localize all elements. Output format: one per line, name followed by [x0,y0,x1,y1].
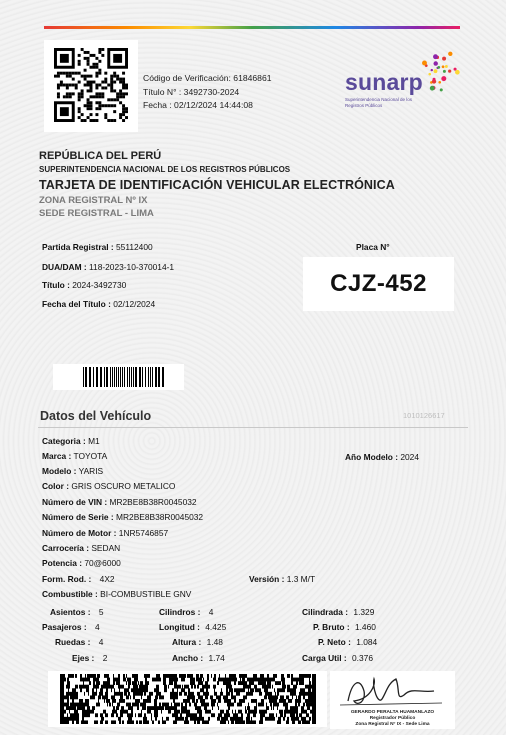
longitud-value: 4.425 [205,622,227,632]
anio-label: Año Modelo : [345,452,399,462]
pdf417-barcode-icon [60,674,316,724]
categoria-label: Categoria : [42,436,86,446]
ruedas-row [55,637,103,647]
marca-label: Marca : [42,451,72,461]
motor-row [42,528,168,538]
combustible-value: BI-COMBUSTIBLE GNV [100,589,192,599]
dua-label: DUA/DAM : [42,262,87,272]
form-row [42,574,115,584]
color-row [42,481,175,491]
pneto-row [318,637,377,647]
office-heading: SEDE REGISTRAL - LIMA [39,208,154,219]
pbruto-value: 1.460 [354,622,376,632]
marca-row [42,451,107,461]
sunarp-logo [340,47,465,117]
potencia-row [42,558,121,568]
anio-row [345,452,419,462]
version-value: 1.3 M/T [286,574,316,584]
pdf417-barcode [48,671,327,727]
carga-value: 0.376 [352,653,373,663]
signer-role: Registrador Público [369,716,416,721]
verification-code: Código de Verificación: 61846861 [143,73,272,83]
vin-row [42,497,197,507]
form-value: 4X2 [99,574,115,584]
logo-wordmark: sunarp [345,69,423,95]
pasajeros-label: Pasajeros : [42,622,87,632]
pneto-label: P. Neto : [318,637,351,647]
pbruto-label: P. Bruto : [313,622,350,632]
plate-number: CJZ-452 [330,270,427,297]
serie-row [42,512,203,522]
carroceria-row [42,543,120,553]
titulo-label: Título : [42,280,70,290]
color-value: GRIS OSCURO METALICO [71,481,176,491]
asientos-row [50,607,104,617]
pasajeros-value: 4 [95,622,100,632]
fecha-row [42,299,155,309]
partida-row [42,242,153,252]
serie-label: Número de Serie : [42,512,114,522]
cilindrada-row [302,607,374,617]
combustible-label: Combustible : [42,589,98,599]
color-stripe [44,26,460,29]
color-label: Color : [42,481,69,491]
ancho-label: Ancho : [172,653,204,663]
motor-value: 1NR5746857 [118,528,169,538]
agency-heading: SUPERINTENDENCIA NACIONAL DE LOS REGISTROS PÚBLICOS [39,165,291,174]
ejes-label: Ejes : [72,653,95,663]
form-label: Form. Rod. : [42,574,92,584]
zone-heading: ZONA REGISTRAL Nº IX [39,195,148,206]
longitud-row [159,622,226,632]
serie-value: MR2BE8B38R0045032 [116,512,204,522]
qr-code [44,40,138,132]
plate-box [303,257,454,311]
longitud-label: Longitud : [159,622,200,632]
combustible-row [42,589,191,599]
small-barcode [53,364,184,390]
altura-value: 1.48 [206,637,223,647]
section-title: Datos del Vehículo [40,409,152,423]
altura-label: Altura : [172,637,202,647]
asientos-label: Asientos : [50,607,91,617]
dua-value: 118-2023-10-370014-1 [89,262,175,272]
carroceria-label: Carrocería : [42,543,90,553]
motor-label: Número de Motor : [42,528,117,538]
titulo-value: 2024-3492730 [72,280,127,290]
fecha-value: 02/12/2024 [113,299,156,309]
modelo-label: Modelo : [42,466,77,476]
document-title: TARJETA DE IDENTIFICACIÓN VEHICULAR ELECTRÓNICA [39,178,395,192]
pasajeros-row [42,622,100,632]
verification-title: Título N° : 3492730-2024 [143,86,240,97]
qr-code-icon [54,48,128,122]
logo-subtitle: Superintendencia Nacional de los Registros Públicos [345,97,413,108]
carga-label: Carga Util : [302,653,347,663]
section-serial: 1010126617 [403,411,445,420]
vin-label: Número de VIN : [42,497,108,507]
altura-row [172,637,223,647]
signature-icon [330,671,455,711]
signer-zone: Zona Registral N° IX - Sede Lima [355,722,430,727]
categoria-value: M1 [88,436,100,446]
verification-date: Fecha : 02/12/2024 14:44:08 [143,100,253,110]
signature-block [330,671,455,729]
version-row [249,574,315,584]
cilindros-label: Cilindros : [159,607,201,617]
vin-value: MR2BE8B38R0045032 [109,497,197,507]
plate-label: Placa N° [356,242,390,252]
ejes-value: 2 [102,653,108,663]
potencia-value: 70@6000 [84,558,121,568]
country-heading: REPÚBLICA DEL PERÚ [39,150,162,162]
carga-row [302,653,373,663]
titulo-row [42,280,126,290]
signer-name: GERARDO PERALTA HUAMANLAZO [350,710,435,715]
barcode-icon [83,367,165,387]
potencia-label: Potencia : [42,558,83,568]
modelo-value: YARIS [78,466,104,476]
cilindrada-value: 1.329 [353,607,375,617]
cilindrada-label: Cilindrada : [302,607,349,617]
ruedas-label: Ruedas : [55,637,91,647]
modelo-row [42,466,103,476]
fecha-label: Fecha del Título : [42,299,111,309]
section-divider [38,427,468,428]
marca-value: TOYOTA [73,451,108,461]
carroceria-value: SEDAN [91,543,121,553]
version-label: Versión : [249,574,285,584]
categoria-row [42,436,100,446]
asientos-value: 5 [98,607,104,617]
ruedas-value: 4 [98,637,104,647]
verification-info [143,72,272,113]
ancho-value: 1.74 [208,653,225,663]
partida-value: 55112400 [116,242,153,252]
cilindros-row [159,607,213,617]
cilindros-value: 4 [208,607,214,617]
ancho-row [172,653,225,663]
partida-label: Partida Registral : [42,242,114,252]
signature-caption [332,710,453,728]
ejes-row [72,653,107,663]
dua-row [42,262,174,272]
anio-value: 2024 [400,452,419,462]
pneto-value: 1.084 [356,637,378,647]
pbruto-row [313,622,376,632]
